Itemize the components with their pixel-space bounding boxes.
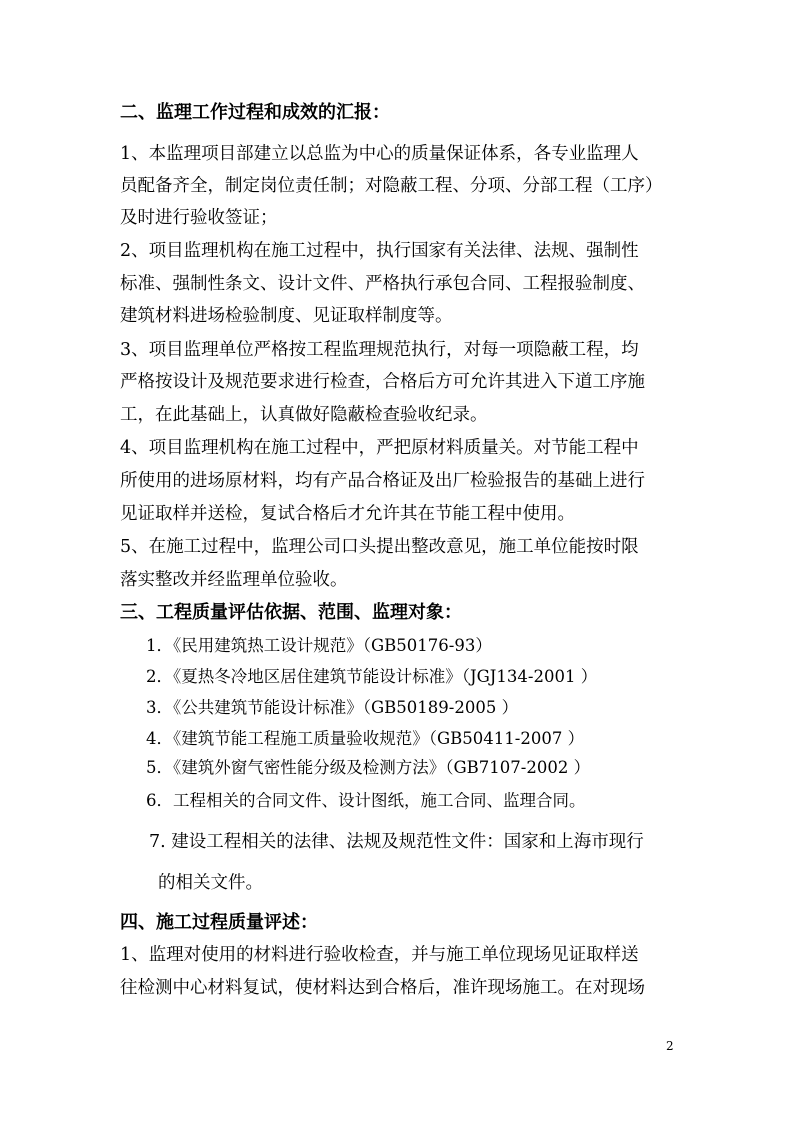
reference-item-7-continuation: 的相关文件。: [158, 873, 263, 893]
paragraph-line: 所使用的进场原材料，均有产品合格证及出厂检验报告的基础上进行: [120, 471, 645, 491]
section-4-heading: 四、施工过程质量评述：: [120, 912, 318, 933]
paragraph-line: 落实整改并经监理单位验收。: [120, 570, 348, 590]
paragraph-line: 3、项目监理单位严格按工程监理规范执行，对每一项隐蔽工程，均: [120, 340, 639, 360]
paragraph-line: 1、监理对使用的材料进行验收检查，并与施工单位现场见证取样送: [120, 945, 639, 965]
reference-item: 5．《建筑外窗气密性能分级及检测方法》（GB7107-2002 ）: [146, 758, 591, 777]
paragraph-line: 工，在此基础上，认真做好隐蔽检查验收纪录。: [120, 405, 488, 425]
reference-item: 1．《民用建筑热工设计规范》（GB50176-93）: [146, 636, 492, 655]
reference-item: 6．工程相关的合同文件、设计图纸，施工合同、监理合同。: [146, 791, 586, 810]
section-3-heading: 三、工程质量评估依据、范围、监理对象：: [120, 602, 462, 623]
reference-item: 2．《夏热冬冷地区居住建筑节能设计标准》（JGJ134-2001 ）: [146, 667, 598, 686]
paragraph-line: 5、在施工过程中，监理公司口头提出整改意见，施工单位能按时限: [120, 537, 639, 557]
paragraph-line: 见证取样并送检，复试合格后才允许其在节能工程中使用。: [120, 504, 575, 524]
paragraph-line: 严格按设计及规范要求进行检查，合格后方可允许其进入下道工序施: [120, 372, 645, 392]
paragraph-line: 1、本监理项目部建立以总监为中心的质量保证体系，各专业监理人: [120, 144, 639, 164]
page-number: 2: [666, 1039, 674, 1053]
section-2-heading: 二、监理工作过程和成效的汇报：: [120, 102, 390, 123]
reference-item: 3．《公共建筑节能设计标准》（GB50189-2005 ）: [146, 698, 519, 717]
paragraph-line: 往检测中心材料复试，使材料达到合格后，准许现场施工。在对现场: [120, 978, 645, 998]
reference-item-7: 7. 建设工程相关的法律、法规及规范性文件：国家和上海市现行: [149, 832, 644, 852]
paragraph-line: 及时进行验收签证；: [120, 208, 278, 228]
paragraph-line: 2、项目监理机构在施工过程中，执行国家有关法律、法规、强制性: [120, 241, 639, 261]
paragraph-line: 4、项目监理机构在施工过程中，严把原材料质量关。对节能工程中: [120, 438, 639, 458]
paragraph-line: 标准、强制性条文、设计文件、严格执行承包合同、工程报验制度、: [120, 274, 645, 294]
paragraph-line: 建筑材料进场检验制度、见证取样制度等。: [120, 306, 453, 326]
reference-item: 4．《建筑节能工程施工质量验收规范》（GB50411-2007 ）: [146, 729, 585, 748]
paragraph-line: 员配备齐全，制定岗位责任制；对隐蔽工程、分项、分部工程（工序）: [120, 176, 663, 196]
